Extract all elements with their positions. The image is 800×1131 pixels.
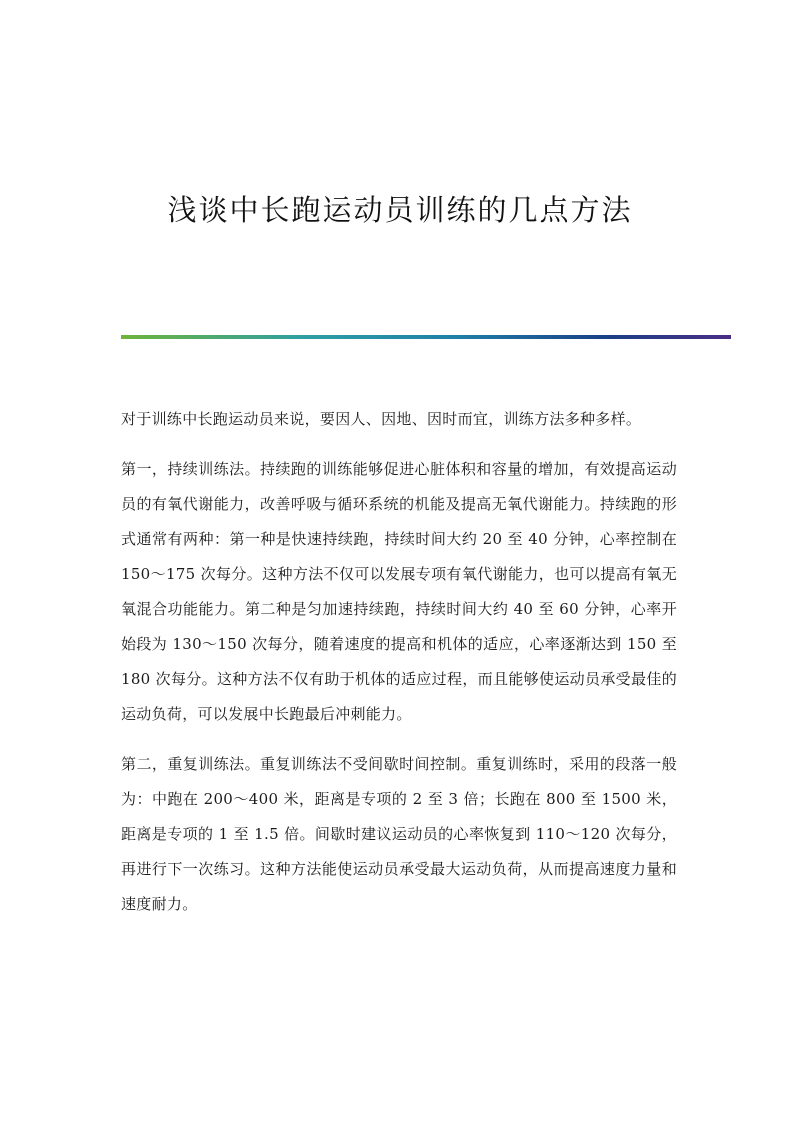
title-divider [121, 335, 731, 339]
document-title: 浅谈中长跑运动员训练的几点方法 [167, 193, 633, 227]
paragraph-intro: 对于训练中长跑运动员来说，要因人、因地、因时而宜，训练方法多种多样。 [121, 410, 642, 428]
document-body [121, 402, 677, 937]
paragraph-repetition-training: 第二，重复训练法。重复训练法不受间歇时间控制。重复训练时，采用的段落一般为：中跑在 200～400 米，距离是专项的 2 至 3 倍；长跑在 800 至 1500 米，距离是专项的 1 至 1.5 倍。间歇时建议运动员的心率恢复到 110～120 次每分，再进行下一次练习。这种方法能使运动员承受最大运动负荷，从而提高速度力量和速度耐力。 [121, 755, 677, 913]
paragraph-continuous-training: 第一，持续训练法。持续跑的训练能够促进心脏体积和容量的增加，有效提高运动员的有氧代谢能力，改善呼吸与循环系统的机能及提高无氧代谢能力。持续跑的形式通常有两种：第一种是快速持续跑，持续时间大约 20 至 40 分钟，心率控制在 150～175 次每分。这种方法不仅可以发展专项有氧代谢能力，也可以提高有氧无氧混合功能能力。第二种是匀加速持续跑，持续时间大约 40 至 60 分钟，心率开始段为 130～150 次每分，随着速度的提高和机体的适应，心率逐渐达到 150 至 180 次每分。这种方法不仅有助于机体的适应过程，而且能够使运动员承受最佳的运动负荷，可以发展中长跑最后冲刺能力。 [121, 460, 677, 723]
